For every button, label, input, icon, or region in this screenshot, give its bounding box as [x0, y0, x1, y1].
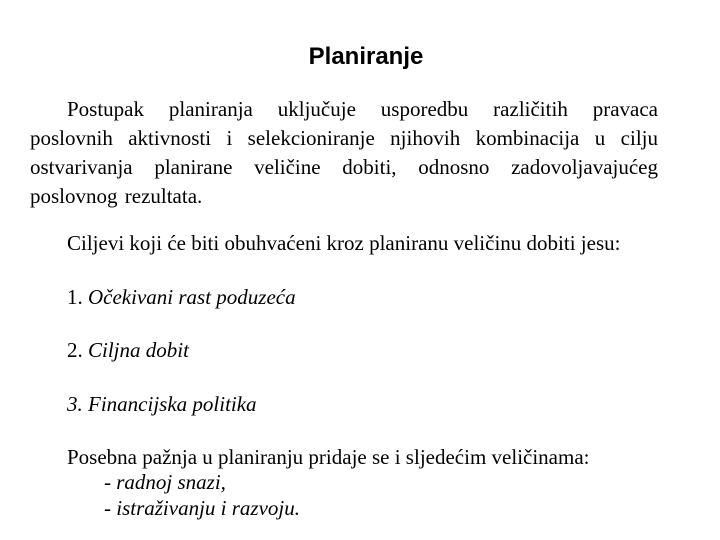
list-item-text: radnoj snazi, [116, 470, 226, 494]
attention-text: Posebna pažnja u planiranju pridaje se i sljedećim veličinama: [67, 445, 590, 469]
goal-number: 2. [67, 338, 83, 362]
goals-intro: Ciljevi koji će biti obuhvaćeni kroz planiranu veličinu dobiti jesu: [67, 231, 621, 255]
slide-title: Planiranje [308, 43, 424, 70]
goal-text: Ciljna dobit [88, 338, 189, 362]
goal-number: 3. [67, 392, 83, 416]
goal-text: Financijska politika [88, 392, 257, 416]
attention-list [104, 469, 300, 521]
intro-paragraph: Postupak planiranja uključuje usporedbu različitih pravaca poslovnih aktivnosti i selekcioniranje njihovih kombinacija u cilju ostvarivanja planirane veličine dobiti, odnosno zadovoljavajućeg poslovnog rezultata. [30, 97, 658, 208]
goal-item [67, 336, 189, 365]
list-dash: - [104, 496, 117, 520]
goal-text: Očekivani rast poduzeća [88, 285, 296, 309]
list-item [104, 495, 300, 521]
goal-item [67, 283, 296, 312]
list-dash: - [104, 470, 117, 494]
list-item-text: istraživanju i razvoju. [116, 496, 301, 520]
goal-number: 1. [67, 285, 83, 309]
list-item [104, 469, 300, 495]
goal-item [67, 390, 257, 419]
